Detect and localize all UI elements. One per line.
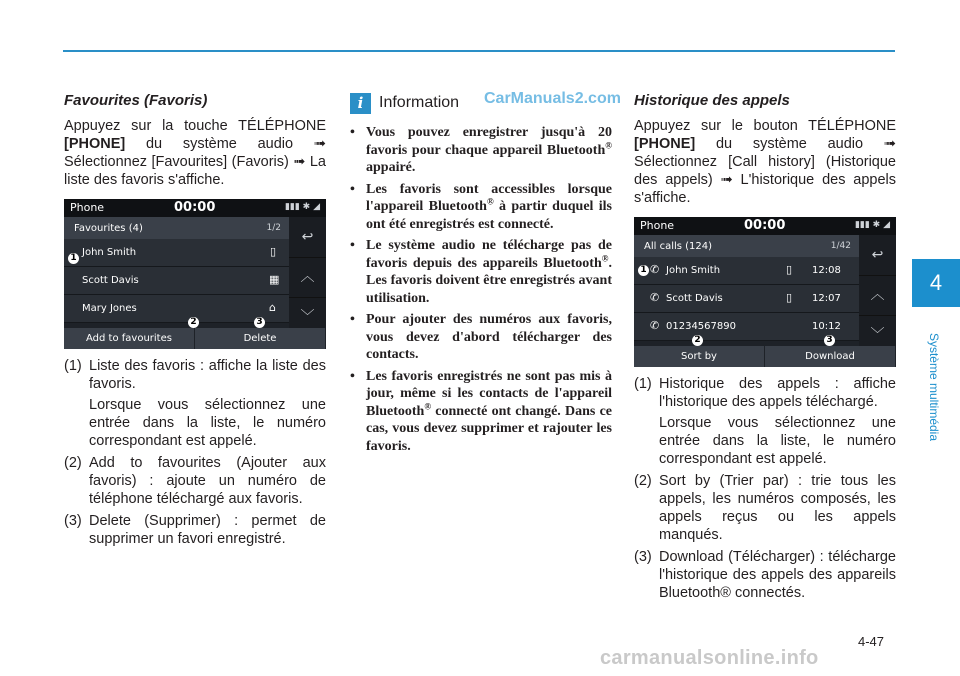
list-item[interactable]: ✆ Scott Davis ▯ 12:07 [634,285,859,313]
screen-clock: 00:00 [174,200,216,215]
page-number: 4-47 [858,634,885,649]
back-icon[interactable]: ↩ [289,217,326,258]
list-item: • Pour ajouter des numéros aux favoris, vous devez d'abord télécharger des contacts. [350,312,612,362]
list-item: • Le système audio ne télécharge pas de favoris depuis des appareils Bluetooth®. Les favoris doivent être enregistrés avant utilisation. [350,238,612,306]
list-item[interactable]: ✆ John Smith ▯ 12:08 [634,257,859,285]
call-history-intro: Appuyez sur le bouton TÉLÉPHONE [PHONE] du système audio ➟ Sélectionnez [Call history] (Historique des appels) ➟ L'historique des appels s'affiche. [634,118,896,206]
list-item[interactable]: John Smith ▯ [64,239,289,267]
chapter-label: Système multimédia [927,332,941,442]
status-bar [634,217,896,235]
information-title: Information [379,94,460,111]
favourites-heading: Favourites (Favoris) [64,92,208,109]
list-item: • Les favoris enregistrés ne sont pas mis à jour, même si les contacts de l'appareil Bluetooth® connecté ont changé. Dans ce cas, vous devez supprimer et rajouter les favoris. [350,368,612,454]
list-item: (3) Delete (Supprimer) : permet de supprimer un favori enregistré. [64,513,326,547]
mobile-phone-icon: ▯ [786,263,793,276]
chevron-down-icon[interactable]: ﹀ [300,309,315,325]
screen-title: Phone [640,219,675,232]
list-item[interactable]: ✆ 01234567890 10:12 [634,313,859,341]
chapter-tab: 4 [912,259,960,307]
information-section [350,90,621,459]
info-icon: i [350,93,371,114]
list-item: (1) Liste des favoris : affiche la liste des favoris. Lorsque vous sélectionnez une entrée dans la liste, le numéro correspondant est appelé. [64,358,326,449]
chevron-up-icon[interactable]: ︿ [289,257,326,298]
chevron-down-icon[interactable]: ﹀ [870,327,885,343]
list-item[interactable]: Mary Jones ⌂ [64,295,289,323]
favourites-list-header: Favourites (4) 1/2 [64,217,289,239]
call-history-list-header: All calls (124) 1/42 [634,235,859,257]
call-history-heading: Historique des appels [634,92,790,109]
header-rule [63,50,895,52]
scroll-panel [859,235,896,346]
mobile-phone-icon: ▯ [786,291,793,304]
download-button[interactable]: Download [765,346,896,367]
incoming-call-icon: ✆ [650,263,660,276]
callout-badge: 3 [824,335,835,346]
chevron-up-icon[interactable]: ︿ [859,275,896,316]
favourites-screen [64,199,326,349]
list-item[interactable]: Scott Davis ▦ [64,267,289,295]
callout-badge: 3 [254,317,265,328]
list-item: (3) Download (Télécharger) : télécharge l'historique des appels des appareils Bluetooth® connectés. [634,549,896,601]
outgoing-call-icon: ✆ [650,291,660,304]
back-icon[interactable]: ↩ [859,235,896,276]
scroll-panel [289,217,326,328]
signal-icon: ▮▮▮ ✱ ◢ [854,220,890,230]
favourites-legend [64,357,326,548]
callout-badge: 2 [188,317,199,328]
mobile-phone-icon: ▯ [270,245,277,258]
information-bullets [350,124,612,455]
add-to-favourites-button[interactable]: Add to favourites [64,328,195,349]
footer-watermark: carmanualsonline.info [600,647,819,669]
list-item: • Vous pouvez enregistrer jusqu'à 20 favoris pour chaque appareil Bluetooth® appairé. [350,125,612,175]
signal-icon: ▮▮▮ ✱ ◢ [284,202,320,212]
call-history-screen [634,217,896,367]
callout-badge: 1 [68,253,79,264]
call-history-legend [634,375,896,602]
screen-title: Phone [70,201,105,214]
watermark-text: CarManuals2.com [484,90,621,107]
list-item: (2) Sort by (Trier par) : trie tous les appels, les numéros composés, les appels reçus ou les appels manqués. [634,473,896,543]
list-item: (1) Historique des appels : affiche l'historique des appels téléchargé. Lorsque vous sélectionnez une entrée dans la liste, le numéro correspondant est appelé. [634,376,896,467]
sort-by-button[interactable]: Sort by [634,346,765,367]
page-indicator: 1/42 [830,241,851,251]
status-bar [64,199,326,217]
callout-badge: 1 [638,265,649,276]
call-history-button-bar [634,346,896,367]
call-history-section [634,92,896,606]
favourites-section [64,92,326,552]
favourites-button-bar [64,328,326,349]
home-icon: ⌂ [269,301,276,314]
delete-button[interactable]: Delete [195,328,326,349]
missed-call-icon: ✆ [650,319,660,332]
page-indicator: 1/2 [266,223,281,233]
callout-badge: 2 [692,335,703,346]
favourites-intro: Appuyez sur la touche TÉLÉPHONE [PHONE] du système audio ➟ Sélectionnez [Favourites] (Favoris) ➟ La liste des favoris s'affiche. [64,118,326,188]
screen-clock: 00:00 [744,218,786,233]
list-item: (2) Add to favourites (Ajouter aux favoris) : ajoute un numéro de téléphone téléchargé aux favoris. [64,455,326,507]
office-icon: ▦ [269,273,280,286]
list-item: • Les favoris sont accessibles lorsque l'appareil Bluetooth® à partir duquel ils ont été enregistrés est connecté. [350,181,612,232]
